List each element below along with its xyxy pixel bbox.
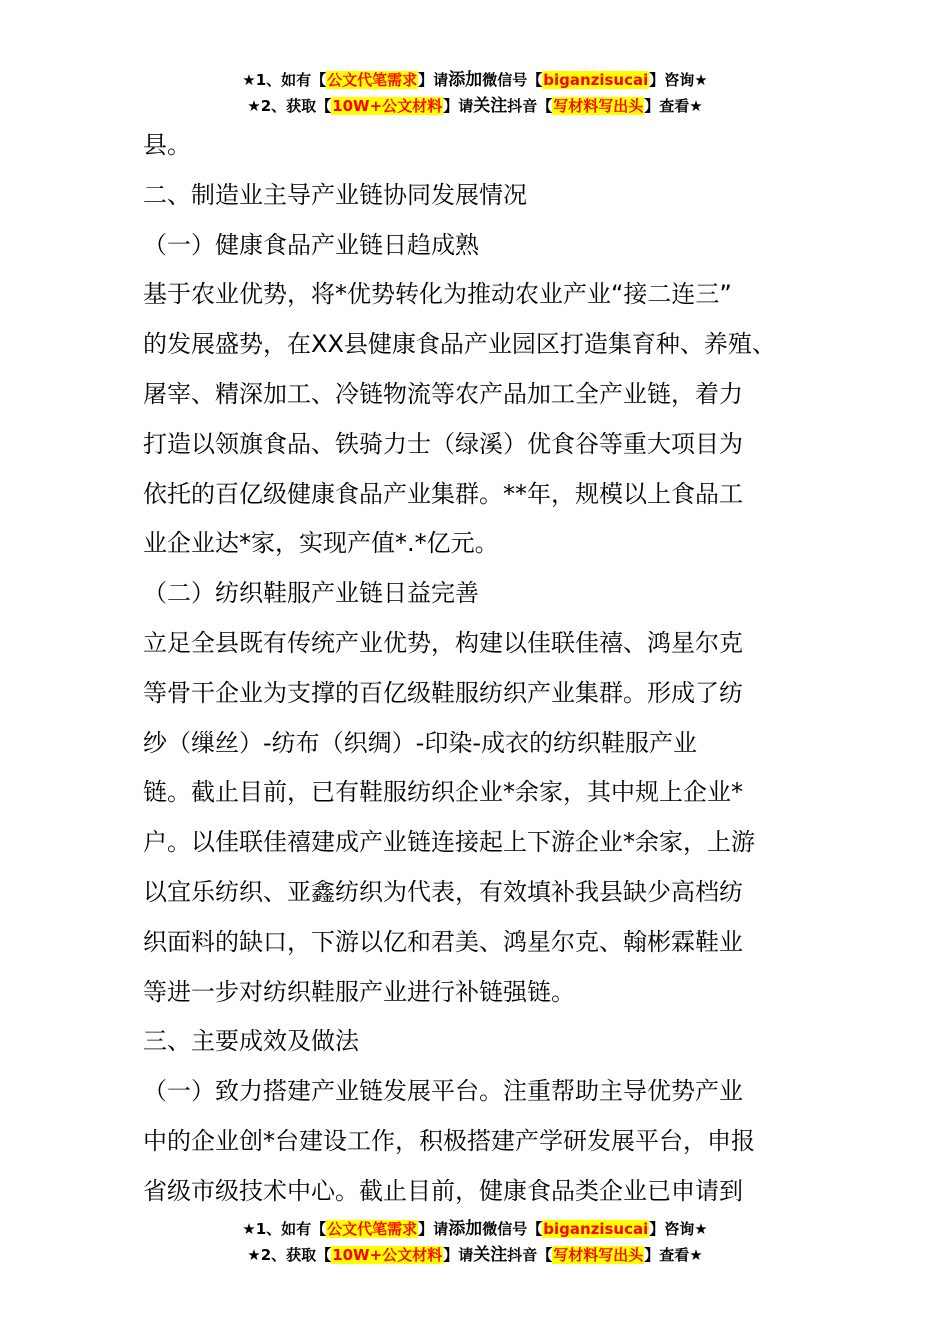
banner-text: ★1、如有【 xyxy=(242,71,327,89)
document-body xyxy=(143,121,823,1217)
banner-text: 添加 xyxy=(448,70,483,90)
paragraph: 立足全县既有传统产业优势，构建以佳联佳禧、鸿星尔克 等骨干企业为支撑的百亿级鞋服纺织产业集群。形成了纺 纱（缫丝）-纺布（织绸）-印染-成衣的纺织鞋服产业 链。截止目前，已有鞋服纺织企业*余家，其中规上企业* 户。以佳联佳禧建成产业链连接起上下游企业*余家，上游 以宜乐纺织、亚鑫纺织为代表，有效填补我县缺少高档纺 织面料的缺口，下游以亿和君美、鸿星尔克、翰彬霖鞋业 等进一步对纺织鞋服产业进行补链强链。 xyxy=(143,628,755,1006)
section-heading: 三、主要成效及做法 xyxy=(143,1027,359,1056)
paragraph: 县。 xyxy=(143,131,191,159)
banner-text: 关注 xyxy=(473,1245,508,1265)
banner-text: 】查看★ xyxy=(644,97,703,115)
section-heading: 二、制造业主导产业链协同发展情况 xyxy=(143,180,527,209)
banner-text: 】咨询★ xyxy=(649,71,708,89)
banner-text: 】请 xyxy=(418,71,449,89)
highlight-service: 公文代笔需求 xyxy=(327,71,418,89)
highlight-materials: 10W+公文材料 xyxy=(332,1246,443,1264)
banner-text: 添加 xyxy=(448,1219,483,1239)
banner-text: 】请 xyxy=(443,97,474,115)
highlight-service: 公文代笔需求 xyxy=(327,1220,418,1238)
banner-text: 微信号【 xyxy=(482,1220,543,1238)
banner-text: 】请 xyxy=(418,1220,449,1238)
banner-text: 关注 xyxy=(473,96,508,116)
paragraph: 基于农业优势，将*优势转化为推动农业产业“接二连三” 的发展盛势，在XX县健康食品产业园区打造集育种、养殖、 屠宰、精深加工、冷链物流等农产品加工全产业链，着力 打造以领旗食品、铁骑力士（绿溪）优食谷等重大项目为 依托的百亿级健康食品产业集群。**年，规模以上食品工 业企业达*家，实现产值*.*亿元。 xyxy=(143,280,776,558)
banner-text: 抖音【 xyxy=(507,97,553,115)
subsection-heading: （二）纺织鞋服产业链日益完善 xyxy=(143,579,479,608)
highlight-wechat-id: biganzisucai xyxy=(543,1220,649,1238)
banner-text: 抖音【 xyxy=(507,1246,553,1264)
banner-line-1 xyxy=(0,67,950,93)
banner-text: 微信号【 xyxy=(482,71,543,89)
banner-text: 】查看★ xyxy=(644,1246,703,1264)
footer-banner xyxy=(0,1216,950,1268)
banner-text: 】咨询★ xyxy=(649,1220,708,1238)
paragraph: （一）致力搭建产业链发展平台。注重帮助主导优势产业 中的企业创*台建设工作，积极搭建产学研发展平台，申报 省级市级技术中心。截止目前，健康食品类企业已申请到 xyxy=(143,1077,755,1205)
banner-text: ★1、如有【 xyxy=(242,1220,327,1238)
banner-text: ★2、获取【 xyxy=(247,1246,332,1264)
highlight-wechat-id: biganzisucai xyxy=(543,71,649,89)
banner-line-1 xyxy=(0,1216,950,1242)
subsection-heading: （一）健康食品产业链日趋成熟 xyxy=(143,230,479,259)
header-banner xyxy=(0,67,950,119)
highlight-materials: 10W+公文材料 xyxy=(332,97,443,115)
banner-line-2 xyxy=(0,1242,950,1268)
banner-text: 】请 xyxy=(443,1246,474,1264)
highlight-douyin-id: 写材料写出头 xyxy=(553,1246,644,1264)
banner-text: ★2、获取【 xyxy=(247,97,332,115)
banner-line-2 xyxy=(0,93,950,119)
highlight-douyin-id: 写材料写出头 xyxy=(553,97,644,115)
